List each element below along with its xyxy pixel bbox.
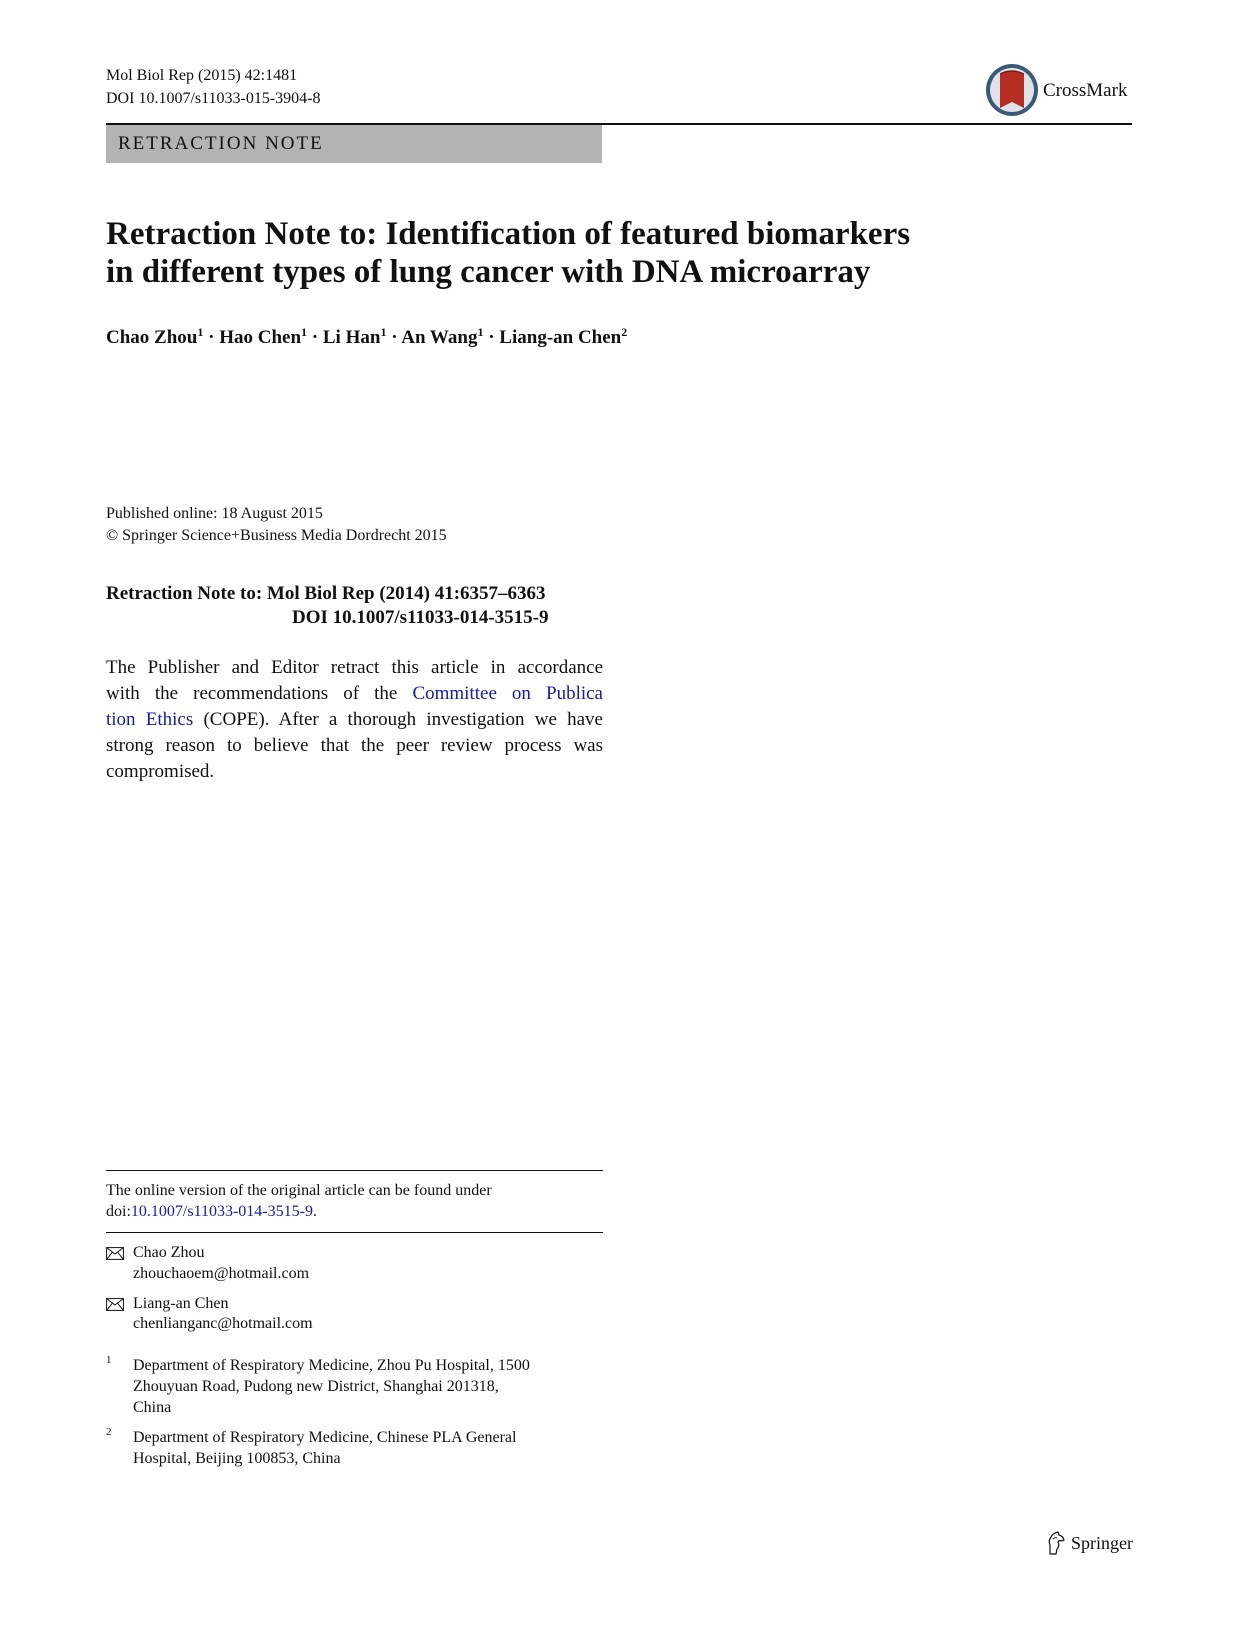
cope-link[interactable]: Committee on Publica xyxy=(412,683,603,704)
contact-email[interactable]: chenlianganc@hotmail.com xyxy=(133,1315,313,1332)
body-text-fragment: (COPE). After a thorough investigation we have xyxy=(193,709,603,730)
crossmark-label[interactable]: CrossMark xyxy=(1043,80,1128,101)
author-affil-mark: 1 xyxy=(197,325,204,339)
retraction-body xyxy=(106,655,603,785)
article-title xyxy=(106,215,1006,291)
author-affil-mark: 1 xyxy=(477,325,484,339)
envelope-icon xyxy=(106,1247,124,1260)
cope-link-continued[interactable]: tion Ethics xyxy=(106,709,194,730)
body-line: strong reason to believe that the peer review process was xyxy=(106,735,603,756)
affiliation-line: Department of Respiratory Medicine, Chinese PLA General xyxy=(133,1429,517,1446)
affiliation-number: 1 xyxy=(106,1354,112,1366)
author-name[interactable]: Liang-an Chen xyxy=(499,327,622,348)
retraction-reference-citation: Retraction Note to: Mol Biol Rep (2014) 41:6357–6363 xyxy=(106,583,546,604)
affiliation-line: Department of Respiratory Medicine, Zhou Pu Hospital, 1500 xyxy=(133,1357,530,1374)
published-online: Published online: 18 August 2015 xyxy=(106,505,323,522)
body-line xyxy=(106,681,603,707)
springer-horse-icon xyxy=(1044,1530,1068,1556)
body-line: compromised. xyxy=(106,761,215,782)
author-separator: · xyxy=(391,327,398,348)
footnote-doi-prefix: doi: xyxy=(106,1203,131,1220)
contact-email[interactable]: zhouchaoem@hotmail.com xyxy=(133,1265,310,1282)
author-name[interactable]: Hao Chen xyxy=(219,327,302,348)
contacts-divider xyxy=(106,1232,603,1233)
author-affil-mark: 1 xyxy=(301,325,308,339)
author-separator: · xyxy=(488,327,495,348)
author-separator: · xyxy=(311,327,319,348)
footnote-line: The online version of the original article can be found under xyxy=(106,1182,492,1199)
author-name[interactable]: Li Han xyxy=(322,327,381,348)
footnote-doi-line xyxy=(106,1201,317,1222)
footnote-doi-suffix: . xyxy=(312,1203,317,1220)
affiliation-number: 2 xyxy=(106,1426,112,1438)
affiliation-line: Zhouyuan Road, Pudong new District, Shanghai 201318, xyxy=(133,1378,499,1395)
article-doi: DOI 10.1007/s11033-015-3904-8 xyxy=(106,90,321,107)
body-line xyxy=(106,707,603,733)
title-line-1: Retraction Note to: Identification of featured biomarkers xyxy=(106,216,911,252)
contact-name: Chao Zhou xyxy=(133,1244,205,1261)
envelope-icon xyxy=(106,1298,124,1311)
affiliation-line: Hospital, Beijing 100853, China xyxy=(133,1450,341,1467)
body-text-fragment: with the recommendations of the xyxy=(106,683,413,704)
author-name[interactable]: Chao Zhou xyxy=(106,327,198,348)
retraction-reference-doi: DOI 10.1007/s11033-014-3515-9 xyxy=(292,607,549,628)
crossmark-icon xyxy=(984,62,1040,118)
author-name[interactable]: An Wang xyxy=(401,327,478,348)
affiliation-line: China xyxy=(133,1399,172,1416)
footnote-divider xyxy=(106,1170,603,1171)
contact-name: Liang-an Chen xyxy=(133,1295,229,1312)
copyright-line: © Springer Science+Business Media Dordrecht 2015 xyxy=(106,527,447,544)
author-affil-mark: 2 xyxy=(621,325,628,339)
publisher-name: Springer xyxy=(1071,1533,1133,1553)
journal-citation: Mol Biol Rep (2015) 42:1481 xyxy=(106,67,298,84)
article-type-label: RETRACTION NOTE xyxy=(118,133,324,154)
title-line-2: in different types of lung cancer with DNA microarray xyxy=(106,254,871,290)
retraction-reference xyxy=(106,582,603,630)
author-affil-mark: 1 xyxy=(380,325,387,339)
author-separator: · xyxy=(208,327,215,348)
body-line: The Publisher and Editor retract this article in accordance xyxy=(106,657,603,678)
author-list xyxy=(106,325,627,351)
original-article-doi-link[interactable]: 10.1007/s11033-014-3515-9 xyxy=(130,1203,313,1220)
